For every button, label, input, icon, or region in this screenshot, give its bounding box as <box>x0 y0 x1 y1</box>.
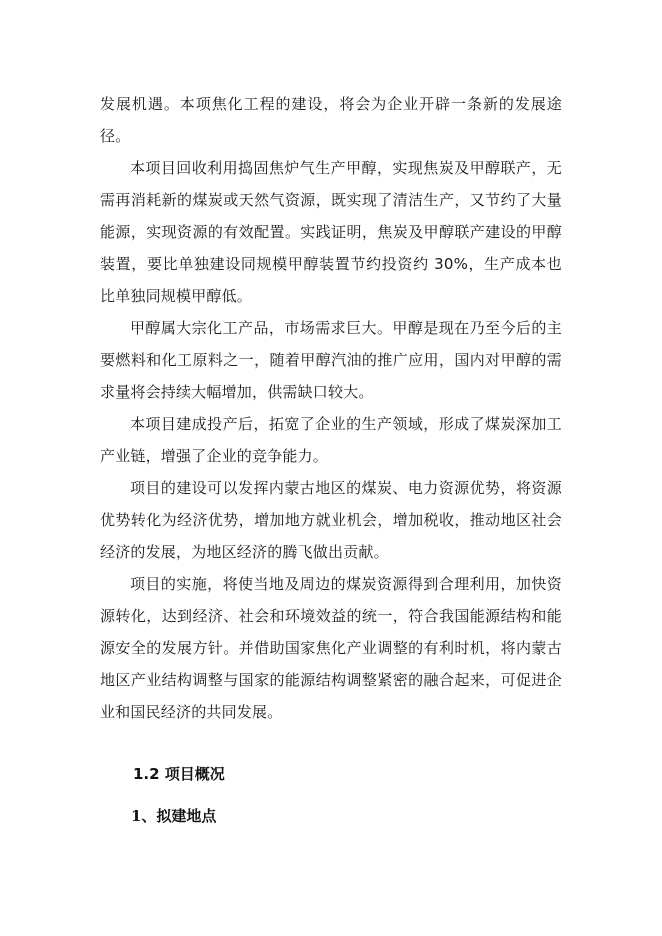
paragraph-industry-chain: 本项目建成投产后，拓宽了企业的生产领域，形成了煤炭深加工产业链，增强了企业的竞争能力。 <box>100 415 562 465</box>
paragraph-methanol-recovery: 本项目回收利用捣固焦炉气生产甲醇，实现焦炭及甲醇联产，无需再消耗新的煤炭或天然气资源，既实现了清洁生产，又节约了大量能源，实现资源的有效配置。实践证明，焦炭及甲醇联产建设的甲醇装置，要比单独建设同规模甲醇装置节约投资约 30%，生产成本也比单独同规模甲醇低。 <box>100 159 562 305</box>
section-heading: 1.2 项目概况 <box>133 765 225 783</box>
subsection-heading: 1、拟建地点 <box>131 807 217 825</box>
body-text <box>100 88 562 728</box>
paragraph-regional-advantage: 项目的建设可以发挥内蒙古地区的煤炭、电力资源优势，将资源优势转化为经济优势，增加地方就业机会，增加税收，推动地区社会经济的发展，为地区经济的腾飞做出贡献。 <box>100 479 562 561</box>
paragraph-continuation: 发展机遇。本项焦化工程的建设，将会为企业开辟一条新的发展途径。 <box>100 95 562 145</box>
paragraph-methanol-market: 甲醇属大宗化工产品，市场需求巨大。甲醇是现在乃至今后的主要燃料和化工原料之一，随着甲醇汽油的推广应用，国内对甲醇的需求量将会持续大幅增加，供需缺口较大。 <box>100 319 562 401</box>
paragraph-implementation: 项目的实施，将使当地及周边的煤炭资源得到合理利用，加快资源转化，达到经济、社会和环境效益的统一，符合我国能源结构和能源安全的发展方针。并借助国家焦化产业调整的有利时机，将内蒙古地区产业结构调整与国家的能源结构调整紧密的融合起来，可促进企业和国民经济的共同发展。 <box>100 575 562 721</box>
